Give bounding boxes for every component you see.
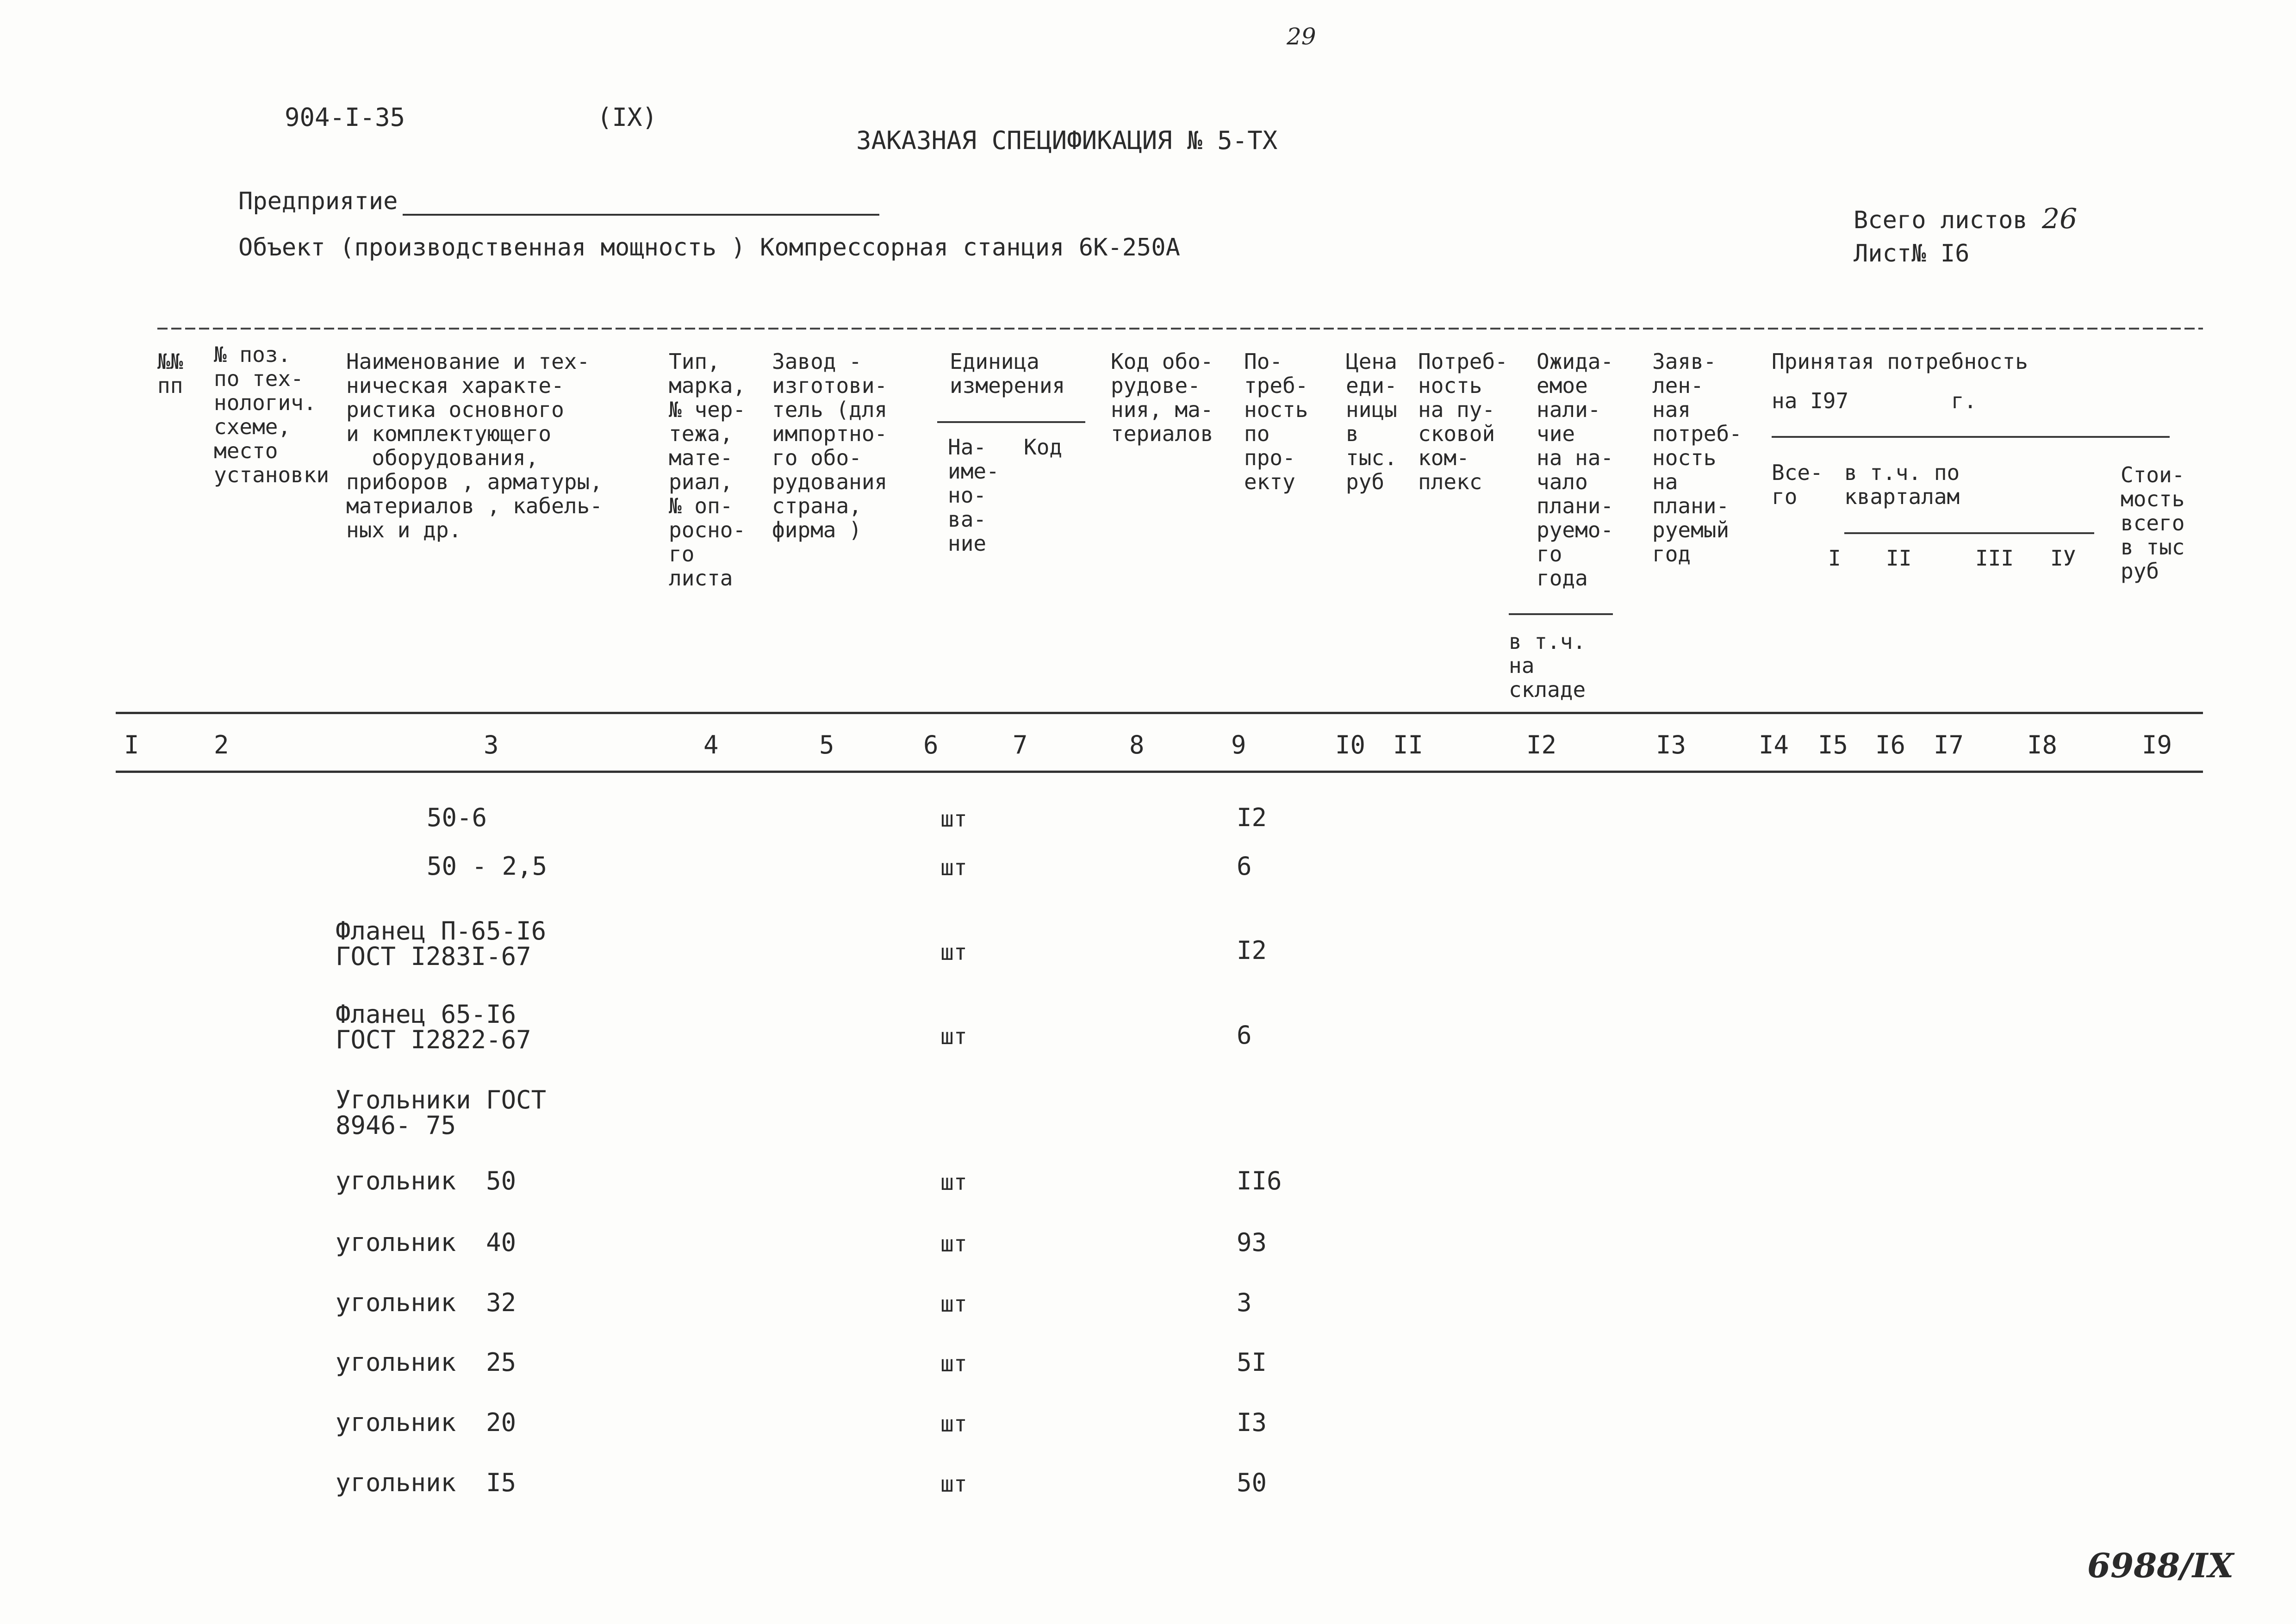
column-number-7: 7 [1013, 730, 1028, 759]
header-quarter-2: II [1886, 546, 1912, 571]
stock-divider [1509, 613, 1613, 615]
row-1-qty: I2 [1237, 803, 1267, 832]
row-2-qty: 6 [1237, 852, 1252, 881]
column-number-17: I7 [1934, 730, 1964, 759]
header-total: Все- го [1772, 460, 1823, 509]
header-by-quarters: в т.ч. по кварталам [1844, 460, 1960, 509]
column-numbers-bottom-rule [116, 771, 2203, 773]
row-10-name [336, 1408, 516, 1437]
header-startup-need: Потреб- ность на пу- сковой ком- плекс [1418, 349, 1508, 494]
document-title: ЗАКАЗНАЯ СПЕЦИФИКАЦИЯ № 5-ТХ [856, 126, 1278, 155]
row-8-label: угольник [336, 1288, 456, 1317]
row-9-name [336, 1348, 516, 1377]
row-1-name: 50-6 [427, 803, 487, 832]
header-equipment-code: Код обо- рудове- ния, ма- териалов [1111, 349, 1213, 446]
column-number-11: II [1393, 730, 1424, 759]
row-5-name: Угольники ГОСТ [336, 1085, 547, 1114]
row-10-unit: шт [940, 1411, 967, 1437]
header-accepted-year: на I97 г. [1772, 388, 1977, 413]
column-number-15: I5 [1818, 730, 1848, 759]
accepted-divider [1772, 436, 2170, 438]
header-expected-stock: Ожида- емое нали- чие на на- чало плани- руемо- го года [1537, 349, 1614, 591]
row-8-size: 32 [486, 1288, 516, 1317]
enterprise-label: Предприятие [238, 187, 398, 215]
row-10-label: угольник [336, 1408, 456, 1437]
column-number-13: I3 [1656, 730, 1686, 759]
table-top-dashed-rule [157, 328, 2203, 330]
row-11-unit: шт [940, 1471, 967, 1497]
row-3-qty: I2 [1237, 936, 1267, 965]
column-number-6: 6 [923, 730, 939, 759]
quarters-divider [1844, 532, 2094, 534]
enterprise-blank-line [403, 214, 879, 216]
sheets-total [1854, 203, 2077, 235]
row-6-qty: II6 [1237, 1166, 1282, 1195]
row-5-standard: 8946- 75 [336, 1111, 456, 1140]
header-declared-need: Заяв- лен- ная потреб- ность на плани- руемый год [1652, 349, 1742, 566]
row-3-unit: шт [940, 940, 967, 965]
header-unit-code: Код [1024, 435, 1063, 460]
row-8-qty: 3 [1237, 1288, 1252, 1317]
header-bottom-rule [116, 712, 2203, 714]
column-number-16: I6 [1875, 730, 1906, 759]
row-7-qty: 93 [1237, 1228, 1267, 1257]
column-number-1: I [124, 730, 139, 759]
row-7-name [336, 1228, 516, 1257]
row-8-unit: шт [940, 1291, 967, 1317]
row-4-name: Фланец 65-I6 [336, 1000, 516, 1029]
column-number-8: 8 [1129, 730, 1145, 759]
header-project-need: По- треб- ность по про- екту [1244, 349, 1308, 494]
header-quarter-1: I [1828, 546, 1841, 571]
header-quarter-3: III [1975, 546, 2014, 571]
column-number-12: I2 [1526, 730, 1557, 759]
sheets-total-value: 26 [2042, 203, 2078, 235]
row-6-label: угольник [336, 1166, 456, 1195]
archive-number-stamp: 6988/IX [2087, 1546, 2234, 1585]
row-6-size: 50 [486, 1166, 516, 1195]
row-4-standard: ГОСТ I2822-67 [336, 1025, 531, 1054]
sheet-number-label: Лист№ [1854, 240, 1926, 268]
row-11-label: угольник [336, 1468, 456, 1497]
header-total-cost: Стои- мость всего в тыс руб [2121, 462, 2185, 584]
column-number-4: 4 [703, 730, 719, 759]
header-name: Наименование и тех- ническая характе- ристика основного и комплектующего оборудования, приборов , арматуры, материалов , кабель- ных и др. [346, 349, 603, 542]
document-code: 904-I-35 [285, 103, 405, 132]
row-1-unit: шт [940, 806, 967, 832]
row-9-size: 25 [486, 1348, 516, 1377]
row-11-name [336, 1468, 516, 1497]
header-unit: Единица измерения [950, 349, 1065, 398]
row-3-standard: ГОСТ I283I-67 [336, 942, 531, 971]
row-8-name [336, 1288, 516, 1317]
row-11-qty: 50 [1237, 1468, 1267, 1497]
row-2-name: 50 - 2,5 [427, 852, 548, 881]
row-7-size: 40 [486, 1228, 516, 1257]
column-number-5: 5 [819, 730, 834, 759]
column-number-19: I9 [2142, 730, 2172, 759]
object-line: Объект (производственная мощность ) Компрессорная станция 6К-250А [238, 234, 1180, 261]
header-quarter-4: IУ [2050, 546, 2076, 571]
sheet-number [1854, 240, 1969, 268]
row-10-size: 20 [486, 1408, 516, 1437]
header-position: № поз. по тех- нологич. схеме, место установки [214, 342, 330, 487]
row-4-unit: шт [940, 1024, 967, 1050]
column-number-14: I4 [1759, 730, 1789, 759]
row-11-size: I5 [486, 1468, 516, 1497]
row-2-unit: шт [940, 855, 967, 881]
page-number: 29 [1287, 23, 1316, 50]
column-number-18: I8 [2027, 730, 2058, 759]
header-row-number: №№ пп [157, 349, 183, 398]
row-9-unit: шт [940, 1351, 967, 1377]
header-unit-price: Цена еди- ницы в тыс. руб [1346, 349, 1397, 494]
header-type: Тип, марка, № чер- тежа, мате- риал, № оп- росно- го листа [669, 349, 746, 591]
header-unit-name: На- име- но- ва- ние [948, 435, 999, 556]
row-6-name [336, 1166, 516, 1195]
column-number-10: I0 [1335, 730, 1366, 759]
sheets-total-label: Всего листов [1854, 206, 2028, 234]
row-3-name: Фланец П-65-I6 [336, 916, 547, 946]
row-9-label: угольник [336, 1348, 456, 1377]
row-10-qty: I3 [1237, 1408, 1267, 1437]
header-in-warehouse: в т.ч. на складе [1509, 629, 1586, 702]
row-9-qty: 5I [1237, 1348, 1267, 1377]
header-manufacturer: Завод - изготови- тель (для импортно- го обо- рудования страна, фирма ) [772, 349, 888, 542]
header-accepted-need: Принятая потребность [1772, 349, 2028, 374]
document-part: (IX) [597, 103, 658, 132]
unit-divider [937, 421, 1085, 423]
sheet-number-value: I6 [1940, 240, 1970, 268]
column-number-2: 2 [214, 730, 229, 759]
row-7-unit: шт [940, 1231, 967, 1257]
column-number-3: 3 [484, 730, 499, 759]
row-4-qty: 6 [1237, 1020, 1252, 1050]
column-number-9: 9 [1231, 730, 1246, 759]
row-6-unit: шт [940, 1170, 967, 1195]
row-7-label: угольник [336, 1228, 456, 1257]
